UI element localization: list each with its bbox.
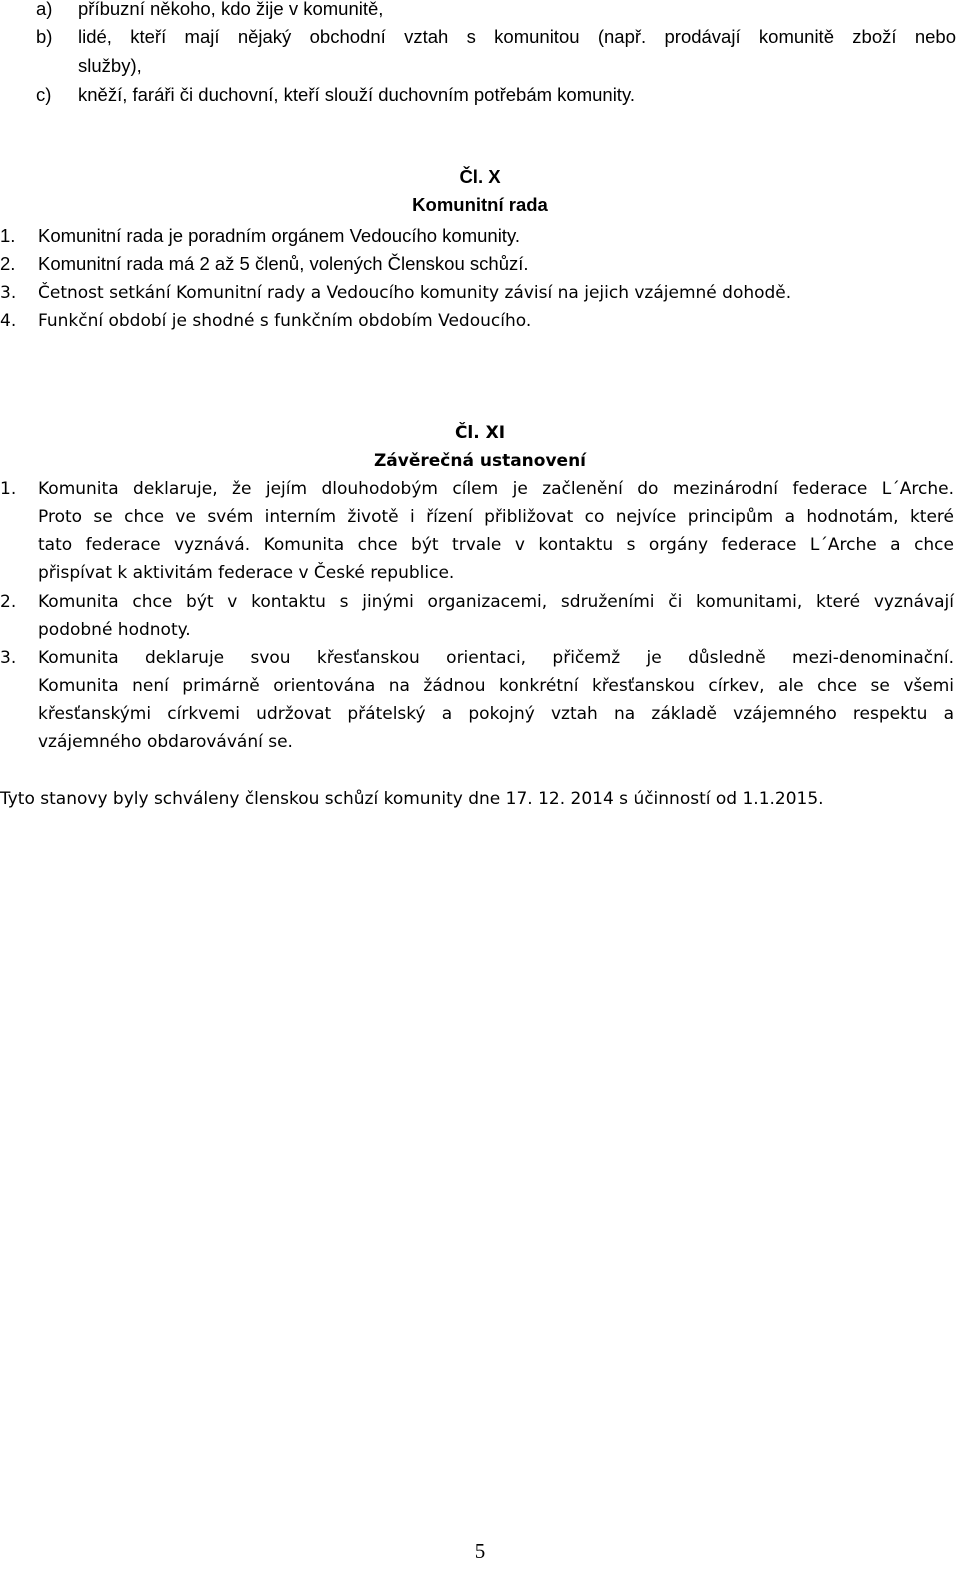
section-x-item-4-text: Funkční období je shodné s funkčním obdobím Vedoucího. [38, 311, 532, 331]
section-xi-item-3-line-4: vzájemného obdarovávání se. [38, 732, 293, 752]
list-item-a: příbuzní někoho, kdo žije v komunitě, [78, 0, 384, 19]
section-xi-item-3-line-2: Komunita není primárně orientována na žádnou konkrétní křesťanskou církev, ale chce se všemi [38, 676, 954, 696]
section-xi-item-1-num: 1. [0, 479, 17, 499]
section-xi-item-1-line-4: přispívat k aktivitám federace v České republice. [38, 563, 455, 583]
section-x-item-2-text: Komunitní rada má 2 až 5 členů, volených Členskou schůzí. [38, 253, 529, 274]
section-x-item-4-num: 4. [0, 311, 17, 331]
section-x-item-3-text: Četnost setkání Komunitní rady a Vedoucího komunity závisí na jejich vzájemné dohodě. [38, 283, 792, 303]
section-xi-item-3-line-3: křesťanskými církvemi udržovat přátelský a pokojný vztah na základě vzájemného respektu a [38, 704, 954, 724]
section-xi-item-3-line-1: Komunita deklaruje svou křesťanskou orientaci, přičemž je důsledně mezi-denominační. [38, 648, 954, 668]
list-marker-a: a) [36, 0, 53, 19]
approval-statement: Tyto stanovy byly schváleny členskou schůzí komunity dne 17. 12. 2014 s účinností od 1.1.2015. [0, 789, 824, 809]
section-xi-item-3-num: 3. [0, 648, 17, 668]
section-xi-item-2-line-2: podobné hodnoty. [38, 620, 191, 640]
section-x-item-2-num: 2. [0, 253, 16, 274]
section-x-title: Komunitní rada [412, 194, 548, 215]
section-x-item-1-num: 1. [0, 225, 16, 246]
section-xi-item-1-line-1: Komunita deklaruje, že jejím dlouhodobým cílem je začlenění do mezinárodní federace L´Arche. [38, 479, 954, 499]
page-number: 5 [474, 1539, 486, 1563]
list-marker-b: b) [36, 26, 53, 47]
section-xi-title: Závěrečná ustanovení [373, 451, 587, 471]
section-x-item-3-num: 3. [0, 283, 17, 303]
list-item-b-line-1: lidé, kteří mají nějaký obchodní vztah s komunitou (např. prodávají komunitě zboží nebo [78, 26, 956, 47]
section-xi-item-2-line-1: Komunita chce být v kontaktu s jinými organizacemi, sdruženími či komunitami, které vyznávají [38, 592, 954, 612]
section-xi-item-1-line-2: Proto se chce ve svém interním životě i řízení přibližovat co nejvíce principům a hodnotám, které [38, 507, 954, 527]
section-xi-item-2-num: 2. [0, 592, 17, 612]
section-xi-heading: Čl. XI [454, 423, 506, 443]
section-xi-item-1-line-3: tato federace vyznává. Komunita chce být trvale v kontaktu s orgány federace L´Arche a chce [38, 535, 954, 555]
list-item-b-line-2: služby), [78, 55, 142, 76]
section-x-heading: Čl. X [459, 166, 501, 187]
list-item-c: kněží, faráři či duchovní, kteří slouží duchovním potřebám komunity. [78, 84, 635, 105]
section-x-item-1-text: Komunitní rada je poradním orgánem Vedoucího komunity. [38, 225, 520, 246]
list-marker-c: c) [36, 84, 52, 105]
